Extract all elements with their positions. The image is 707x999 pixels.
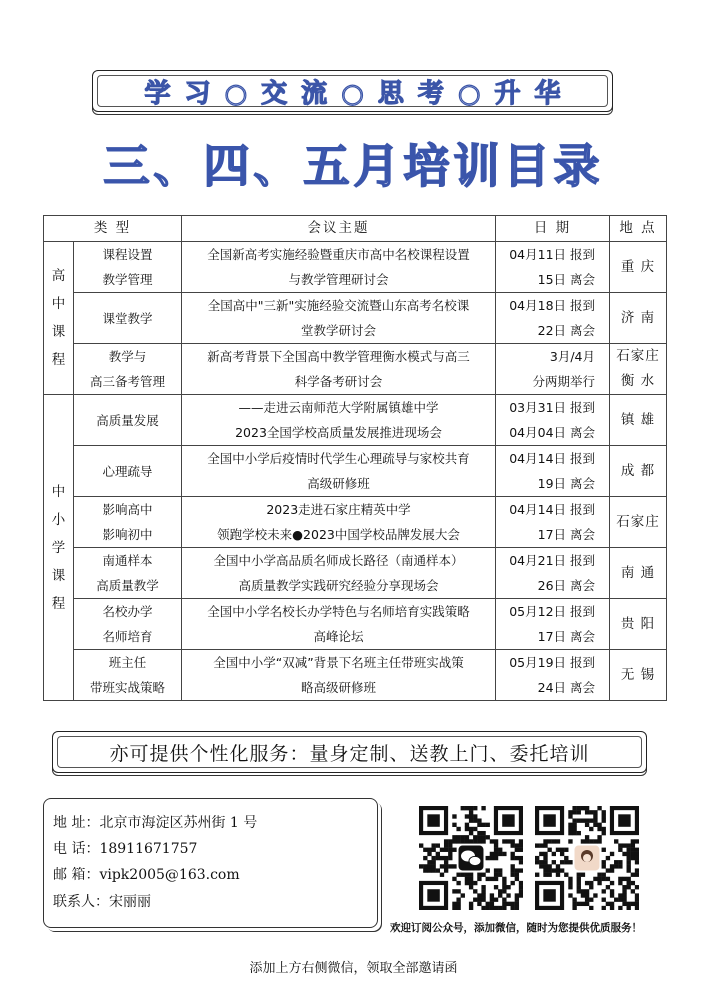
course-group-char: 高 bbox=[51, 268, 66, 284]
course-group-char: 学 bbox=[51, 539, 66, 556]
contact-box bbox=[43, 798, 378, 928]
address-label: 地 址： bbox=[53, 815, 100, 831]
type-cell bbox=[74, 548, 182, 599]
service-text: 亦可提供个性化服务：量身定制、送教上门、委托培训 bbox=[57, 736, 642, 768]
date-cell-line: 05月12日 报到 bbox=[509, 604, 596, 619]
type-cell-line: 班主任 bbox=[108, 655, 147, 670]
topic-cell bbox=[182, 599, 496, 650]
person-value: 宋丽丽 bbox=[109, 894, 151, 910]
topic-cell-line: 堂教学研讨会 bbox=[301, 323, 377, 338]
topic-cell-line: 全国高中"三新"实施经验交流暨山东高考名校课 bbox=[207, 298, 470, 313]
type-cell-line: 高质量教学 bbox=[96, 578, 159, 593]
type-cell-line: 影响初中 bbox=[102, 527, 153, 542]
address-value: 北京市海淀区苏州街 1 号 bbox=[99, 815, 258, 831]
course-group-char: 课 bbox=[51, 567, 66, 584]
place-cell: 成 都 bbox=[610, 446, 667, 497]
place-cell: 石家庄 bbox=[610, 497, 667, 548]
place-cell: 重 庆 bbox=[610, 242, 667, 293]
contact-phone bbox=[53, 839, 197, 859]
type-cell-line: 教学管理 bbox=[102, 272, 153, 287]
type-cell-line: 名校办学 bbox=[102, 604, 153, 619]
topic-cell-line: 高质量教学实践研究经验分享现场会 bbox=[238, 578, 439, 593]
date-cell-line: 19日 离会 bbox=[537, 476, 596, 491]
topic-cell-line: 科学备考研讨会 bbox=[294, 374, 383, 389]
date-cell-line: 03月31日 报到 bbox=[509, 400, 596, 415]
table-row bbox=[44, 344, 667, 395]
date-cell-line: 04月14日 报到 bbox=[509, 502, 596, 517]
footer-note: 添加上方右侧微信，领取全部邀请函 bbox=[249, 961, 458, 976]
topic-cell-line: ——走进云南师范大学附属镇雄中学 bbox=[238, 400, 439, 415]
qr-caption: 欢迎订阅公众号，添加微信，随时为您提供优质服务！ bbox=[390, 922, 642, 934]
place-cell: 南 通 bbox=[610, 548, 667, 599]
course-group-label bbox=[44, 395, 74, 701]
type-cell-line: 影响高中 bbox=[102, 502, 153, 517]
date-cell-line: 22日 离会 bbox=[537, 323, 596, 338]
date-cell-line: 15日 离会 bbox=[537, 272, 596, 287]
type-cell-line: 高质量发展 bbox=[96, 412, 159, 428]
place-cell-line: 石家庄 bbox=[616, 348, 660, 364]
date-cell-line: 26日 离会 bbox=[537, 578, 596, 593]
course-group-char: 小 bbox=[51, 511, 66, 528]
type-cell-line: 课堂教学 bbox=[102, 310, 153, 326]
type-cell-line: 名师培育 bbox=[102, 629, 153, 644]
date-cell-line: 05月19日 报到 bbox=[509, 655, 596, 670]
table-row bbox=[44, 293, 667, 344]
date-cell bbox=[496, 344, 610, 395]
place-cell: 贵 阳 bbox=[610, 599, 667, 650]
service-box bbox=[52, 731, 647, 773]
type-cell-line: 高三备考管理 bbox=[90, 374, 166, 389]
type-cell bbox=[74, 446, 182, 497]
topic-cell-line: 全国中小学高品质名师成长路径（南通样本） bbox=[213, 553, 464, 568]
table-row bbox=[44, 497, 667, 548]
course-group-char: 程 bbox=[51, 595, 66, 612]
table-row bbox=[44, 599, 667, 650]
type-cell bbox=[74, 242, 182, 293]
place-cell bbox=[610, 344, 667, 395]
type-cell-line: 课程设置 bbox=[102, 247, 153, 262]
date-cell-line: 3月/4月 bbox=[549, 349, 596, 364]
topic-cell bbox=[182, 548, 496, 599]
topic-cell bbox=[182, 242, 496, 293]
topic-cell-line: 2023走进石家庄精英中学 bbox=[266, 502, 411, 517]
date-cell-line: 17日 离会 bbox=[537, 629, 596, 644]
date-cell-line: 17日 离会 bbox=[537, 527, 596, 542]
topic-cell bbox=[182, 395, 496, 446]
header-place: 地 点 bbox=[610, 216, 667, 242]
email-value: vipk2005@163.com bbox=[99, 867, 240, 883]
table-row bbox=[44, 242, 667, 293]
topic-cell-line: 2023全国学校高质量发展推进现场会 bbox=[235, 425, 442, 440]
slogan-banner bbox=[92, 70, 613, 112]
wechat-personal-qr-icon[interactable] bbox=[535, 806, 639, 910]
place-cell-line: 衡 水 bbox=[620, 373, 656, 389]
type-cell-line: 教学与 bbox=[108, 349, 147, 364]
date-cell bbox=[496, 497, 610, 548]
course-group-char: 中 bbox=[51, 296, 66, 312]
topic-cell-line: 全国中小学后疫情时代学生心理疏导与家校共育 bbox=[207, 451, 470, 466]
topic-cell-line: 新高考背景下全国高中教学管理衡水模式与高三 bbox=[207, 349, 470, 364]
topic-cell bbox=[182, 446, 496, 497]
table-row bbox=[44, 395, 667, 446]
table-header-row bbox=[44, 216, 667, 242]
date-cell-line: 04月14日 报到 bbox=[509, 451, 596, 466]
place-cell: 济 南 bbox=[610, 293, 667, 344]
slogan-text: 学习○交流○思考○升华 bbox=[144, 78, 575, 109]
place-cell: 镇 雄 bbox=[610, 395, 667, 446]
type-cell bbox=[74, 344, 182, 395]
type-cell bbox=[74, 395, 182, 446]
header-date: 日 期 bbox=[496, 216, 610, 242]
course-group-char: 课 bbox=[51, 324, 66, 340]
wechat-official-account-qr-icon[interactable] bbox=[419, 806, 523, 910]
date-cell-line: 24日 离会 bbox=[537, 680, 596, 695]
topic-cell-line: 领跑学校未来●2023中国学校品牌发展大会 bbox=[217, 527, 460, 542]
topic-cell-line: 高级研修班 bbox=[307, 476, 370, 491]
type-cell-line: 心理疏导 bbox=[102, 463, 153, 479]
course-group-char: 中 bbox=[51, 483, 66, 500]
table-row bbox=[44, 650, 667, 701]
page-title: 三、四、五月培训目录 bbox=[103, 139, 604, 193]
header-topic: 会议主题 bbox=[182, 216, 496, 242]
type-cell bbox=[74, 599, 182, 650]
topic-cell-line: 全国中小学名校长办学特色与名师培育实践策略 bbox=[207, 604, 470, 619]
table-row bbox=[44, 446, 667, 497]
course-group-label bbox=[44, 242, 74, 395]
type-cell-line: 带班实战策略 bbox=[90, 680, 166, 695]
type-cell-line: 南通样本 bbox=[102, 553, 153, 568]
contact-person bbox=[53, 892, 151, 912]
topic-cell-line: 全国中小学“双减”背景下名班主任带班实战策 bbox=[213, 655, 464, 670]
date-cell-line: 04月11日 报到 bbox=[509, 247, 596, 262]
email-label: 邮 箱： bbox=[53, 867, 100, 883]
date-cell bbox=[496, 599, 610, 650]
phone-value: 18911671757 bbox=[99, 841, 198, 857]
date-cell bbox=[496, 650, 610, 701]
topic-cell-line: 与教学管理研讨会 bbox=[288, 272, 389, 287]
training-catalog-table bbox=[43, 215, 667, 701]
date-cell bbox=[496, 548, 610, 599]
contact-address bbox=[53, 813, 257, 833]
type-cell bbox=[74, 497, 182, 548]
date-cell bbox=[496, 293, 610, 344]
person-label: 联系人： bbox=[53, 894, 109, 910]
phone-label: 电 话： bbox=[53, 841, 100, 857]
date-cell-line: 04月04日 离会 bbox=[509, 425, 596, 440]
date-cell bbox=[496, 395, 610, 446]
topic-cell bbox=[182, 293, 496, 344]
topic-cell bbox=[182, 344, 496, 395]
type-cell bbox=[74, 650, 182, 701]
contact-email bbox=[53, 865, 240, 885]
place-cell: 无 锡 bbox=[610, 650, 667, 701]
date-cell bbox=[496, 242, 610, 293]
header-type: 类 型 bbox=[44, 216, 182, 242]
topic-cell bbox=[182, 650, 496, 701]
table-row bbox=[44, 548, 667, 599]
course-group-char: 程 bbox=[51, 352, 66, 368]
date-cell-line: 04月18日 报到 bbox=[509, 298, 596, 313]
date-cell-line: 分两期举行 bbox=[532, 374, 596, 389]
topic-cell-line: 略高级研修班 bbox=[301, 680, 377, 695]
date-cell bbox=[496, 446, 610, 497]
topic-cell-line: 高峰论坛 bbox=[313, 629, 364, 644]
slogan-banner-inner bbox=[97, 75, 608, 107]
topic-cell bbox=[182, 497, 496, 548]
type-cell bbox=[74, 293, 182, 344]
topic-cell-line: 全国新高考实施经验暨重庆市高中名校课程设置 bbox=[207, 247, 470, 262]
date-cell-line: 04月21日 报到 bbox=[509, 553, 596, 568]
